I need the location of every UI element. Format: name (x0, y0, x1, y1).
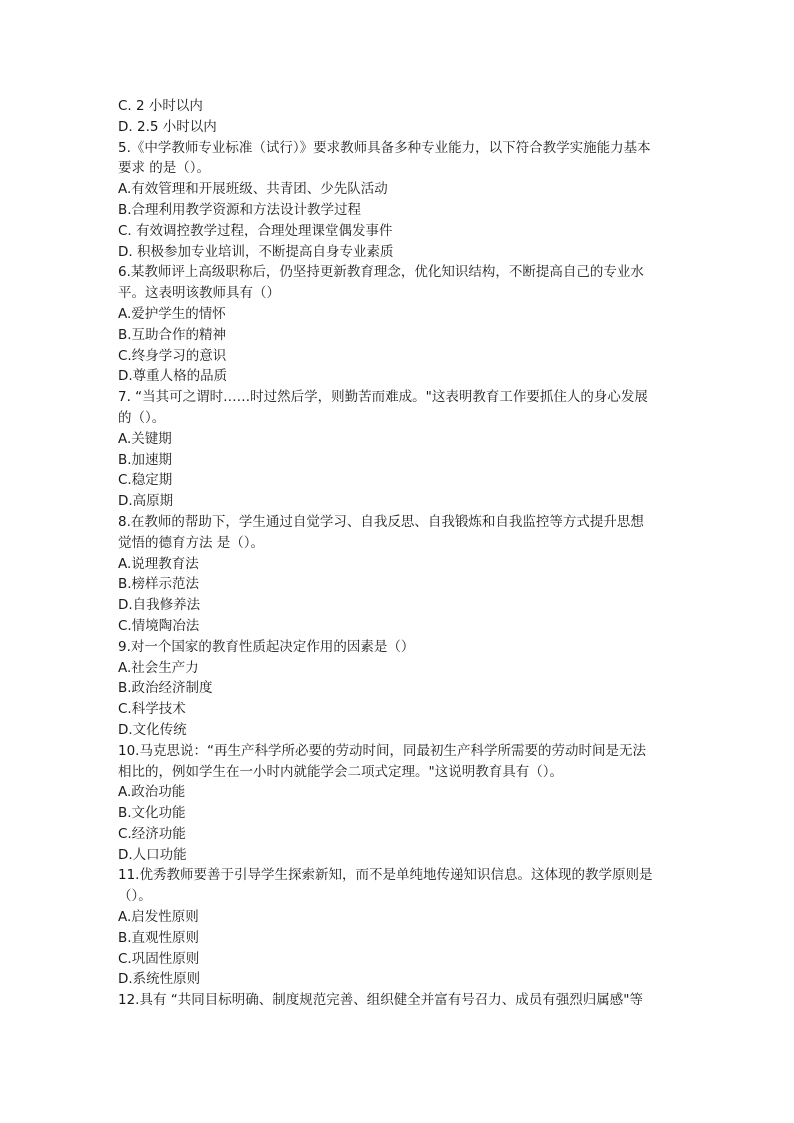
answer-option: C.经济功能 (118, 825, 186, 842)
text-line: 觉悟的德育方法 是（）。 (118, 534, 265, 551)
answer-option: C. 有效调控教学过程，合理处理课堂偶发事件 (118, 222, 393, 239)
question-stem-line: 12.具有 “共同目标明确、制度规范完善、组织健全并富有号召力、成员有强烈归属感"等 (118, 992, 643, 1009)
question-stem-line: 8.在教师的帮助下，学生通过自觉学习、自我反思、自我锻炼和自我监控等方式提升思想 (118, 513, 644, 530)
answer-option: A.政治功能 (118, 784, 186, 801)
answer-option: D.自我修养法 (118, 597, 201, 614)
answer-option: A.爱护学生的情怀 (118, 305, 226, 322)
question-stem-line: 6.某教师评上高级职称后，仍坚持更新教育理念，优化知识结构，不断提高自己的专业水 (118, 264, 644, 281)
answer-option: B.榜样示范法 (118, 576, 200, 593)
answer-option: C.科学技术 (118, 701, 186, 718)
answer-option: C.巩固性原则 (118, 950, 200, 967)
text-line: 平。这表明该教师具有（） (118, 285, 280, 302)
answer-option: C. 2 小时以内 (118, 98, 203, 114)
answer-option: D.尊重人格的品质 (118, 368, 228, 385)
answer-option: C.稳定期 (118, 472, 173, 489)
question-stem-line: 5.《中学教师专业标准（试行）》要求教师具备多种专业能力，以下符合教学实施能力基本 (118, 139, 651, 156)
answer-option: D.人口功能 (118, 846, 187, 863)
answer-option: A.社会生产力 (118, 659, 199, 676)
answer-option: B.政治经济制度 (118, 680, 213, 697)
answer-option: A.关键期 (118, 430, 172, 447)
answer-option: B.合理利用教学资源和方法设计教学过程 (118, 201, 362, 218)
text-line: （）。 (118, 888, 152, 905)
answer-option: D. 2.5 小时以内 (118, 118, 217, 135)
text-line: 的（）。 (118, 409, 166, 426)
text-line: 相比的，例如学生在一小时内就能学会二项式定理。"这说明教育具有（）。 (118, 763, 563, 780)
question-stem-line: 9.对一个国家的教育性质起决定作用的因素是（） (118, 638, 415, 655)
answer-option: D.文化传统 (118, 721, 187, 738)
answer-option: B.互助合作的精神 (118, 326, 227, 343)
answer-option: B.加速期 (118, 451, 173, 468)
question-stem-line: 11.优秀教师要善于引导学生探索新知，而不是单纯地传递知识信息。这体现的教学原则是 (118, 867, 653, 884)
answer-option: D. 积极参加专业培训，不断提高自身专业素质 (118, 243, 394, 260)
answer-option: D.系统性原则 (118, 971, 201, 988)
answer-option: D.高原期 (118, 493, 174, 510)
document-page (118, 96, 688, 1011)
answer-option: C.终身学习的意识 (118, 347, 227, 364)
answer-option: B.直观性原则 (118, 929, 200, 946)
text-line: 要求 的是（）。 (118, 160, 211, 177)
question-stem-line: 7. “当其可之谓时……时过然后学，则勤苦而难成。"这表明教育工作要抓住人的身心发展 (118, 389, 648, 406)
answer-option: A.启发性原则 (118, 909, 199, 926)
answer-option: A.有效管理和开展班级、共青团、少先队活动 (118, 181, 388, 198)
answer-option: A.说理教育法 (118, 555, 199, 572)
answer-option: B.文化功能 (118, 805, 186, 822)
question-stem-line: 10.马克思说：“再生产科学所必要的劳动时间，同最初生产科学所需要的劳动时间是无法 (118, 742, 646, 759)
answer-option: C.情境陶冶法 (118, 617, 200, 634)
